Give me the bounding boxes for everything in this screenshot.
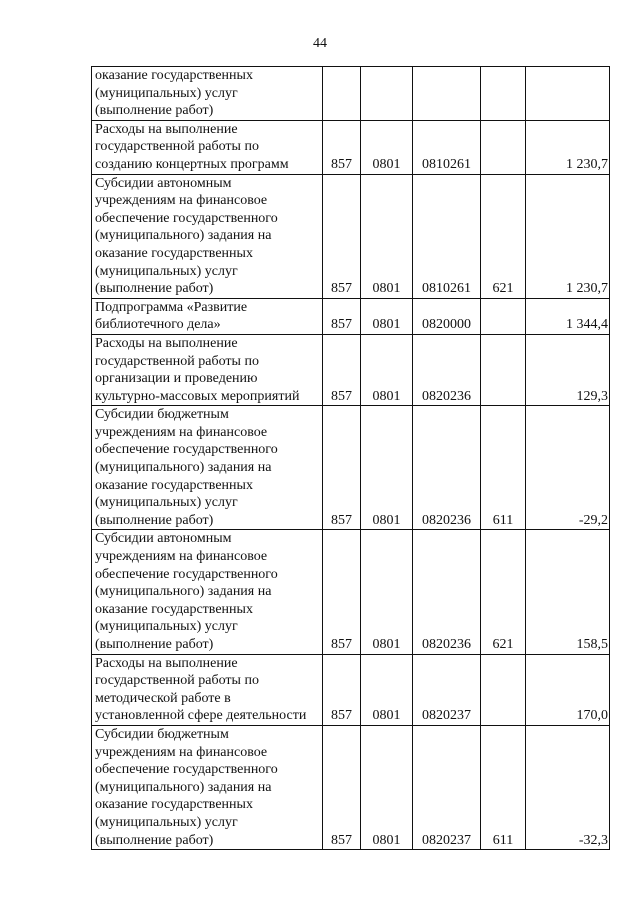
row-description: Расходы на выполнение государственной работы по организации и проведению культурно-массовых мероприятий bbox=[92, 334, 323, 405]
target-code-cell: 0820236 bbox=[413, 530, 481, 654]
section-code-cell: 0801 bbox=[361, 334, 413, 405]
table-row bbox=[92, 725, 610, 849]
table-row bbox=[92, 120, 610, 174]
expense-type-cell bbox=[481, 334, 526, 405]
expense-type-cell: 611 bbox=[481, 725, 526, 849]
target-code-cell: 0820000 bbox=[413, 298, 481, 334]
target-code-cell: 0820236 bbox=[413, 406, 481, 530]
target-code-cell bbox=[413, 67, 481, 121]
section-code-cell: 0801 bbox=[361, 298, 413, 334]
row-description: Субсидии бюджетным учреждениям на финансовое обеспечение государственного (муниципального) задания на оказание государственных (муниципальных) услуг (выполнение работ) bbox=[92, 725, 323, 849]
amount-cell: 158,5 bbox=[526, 530, 610, 654]
expense-type-cell: 621 bbox=[481, 530, 526, 654]
section-code-cell: 0801 bbox=[361, 120, 413, 174]
amount-cell: -29,2 bbox=[526, 406, 610, 530]
admin-code-cell: 857 bbox=[323, 530, 361, 654]
row-description: Субсидии бюджетным учреждениям на финансовое обеспечение государственного (муниципального) задания на оказание государственных (муниципальных) услуг (выполнение работ) bbox=[92, 406, 323, 530]
admin-code-cell: 857 bbox=[323, 298, 361, 334]
target-code-cell: 0810261 bbox=[413, 174, 481, 298]
section-code-cell: 0801 bbox=[361, 725, 413, 849]
amount-cell: 129,3 bbox=[526, 334, 610, 405]
admin-code-cell: 857 bbox=[323, 120, 361, 174]
budget-table bbox=[91, 66, 610, 850]
admin-code-cell: 857 bbox=[323, 334, 361, 405]
expense-type-cell bbox=[481, 654, 526, 725]
row-description: Субсидии автономным учреждениям на финансовое обеспечение государственного (муниципального) задания на оказание государственных (муниципальных) услуг (выполнение работ) bbox=[92, 530, 323, 654]
amount-cell: 170,0 bbox=[526, 654, 610, 725]
table-row bbox=[92, 654, 610, 725]
page-number: 44 bbox=[313, 36, 327, 51]
table-row bbox=[92, 67, 610, 121]
amount-cell: 1 230,7 bbox=[526, 120, 610, 174]
target-code-cell: 0820237 bbox=[413, 725, 481, 849]
target-code-cell: 0810261 bbox=[413, 120, 481, 174]
admin-code-cell: 857 bbox=[323, 725, 361, 849]
table-row bbox=[92, 298, 610, 334]
table-row bbox=[92, 530, 610, 654]
admin-code-cell: 857 bbox=[323, 406, 361, 530]
section-code-cell bbox=[361, 67, 413, 121]
expense-type-cell bbox=[481, 67, 526, 121]
expense-type-cell: 621 bbox=[481, 174, 526, 298]
expense-type-cell bbox=[481, 120, 526, 174]
expense-type-cell: 611 bbox=[481, 406, 526, 530]
amount-cell bbox=[526, 67, 610, 121]
section-code-cell: 0801 bbox=[361, 174, 413, 298]
amount-cell: -32,3 bbox=[526, 725, 610, 849]
target-code-cell: 0820237 bbox=[413, 654, 481, 725]
row-description: оказание государственных (муниципальных) услуг (выполнение работ) bbox=[92, 67, 323, 121]
target-code-cell: 0820236 bbox=[413, 334, 481, 405]
amount-cell: 1 230,7 bbox=[526, 174, 610, 298]
table-row bbox=[92, 334, 610, 405]
section-code-cell: 0801 bbox=[361, 406, 413, 530]
table-row bbox=[92, 174, 610, 298]
table-row bbox=[92, 406, 610, 530]
admin-code-cell: 857 bbox=[323, 174, 361, 298]
row-description: Подпрограмма «Развитие библиотечного дела» bbox=[92, 298, 323, 334]
row-description: Субсидии автономным учреждениям на финансовое обеспечение государственного (муниципального) задания на оказание государственных (муниципальных) услуг (выполнение работ) bbox=[92, 174, 323, 298]
section-code-cell: 0801 bbox=[361, 530, 413, 654]
admin-code-cell bbox=[323, 67, 361, 121]
expense-type-cell bbox=[481, 298, 526, 334]
admin-code-cell: 857 bbox=[323, 654, 361, 725]
amount-cell: 1 344,4 bbox=[526, 298, 610, 334]
section-code-cell: 0801 bbox=[361, 654, 413, 725]
row-description: Расходы на выполнение государственной работы по методической работе в установленной сфере деятельности bbox=[92, 654, 323, 725]
row-description: Расходы на выполнение государственной работы по созданию концертных программ bbox=[92, 120, 323, 174]
